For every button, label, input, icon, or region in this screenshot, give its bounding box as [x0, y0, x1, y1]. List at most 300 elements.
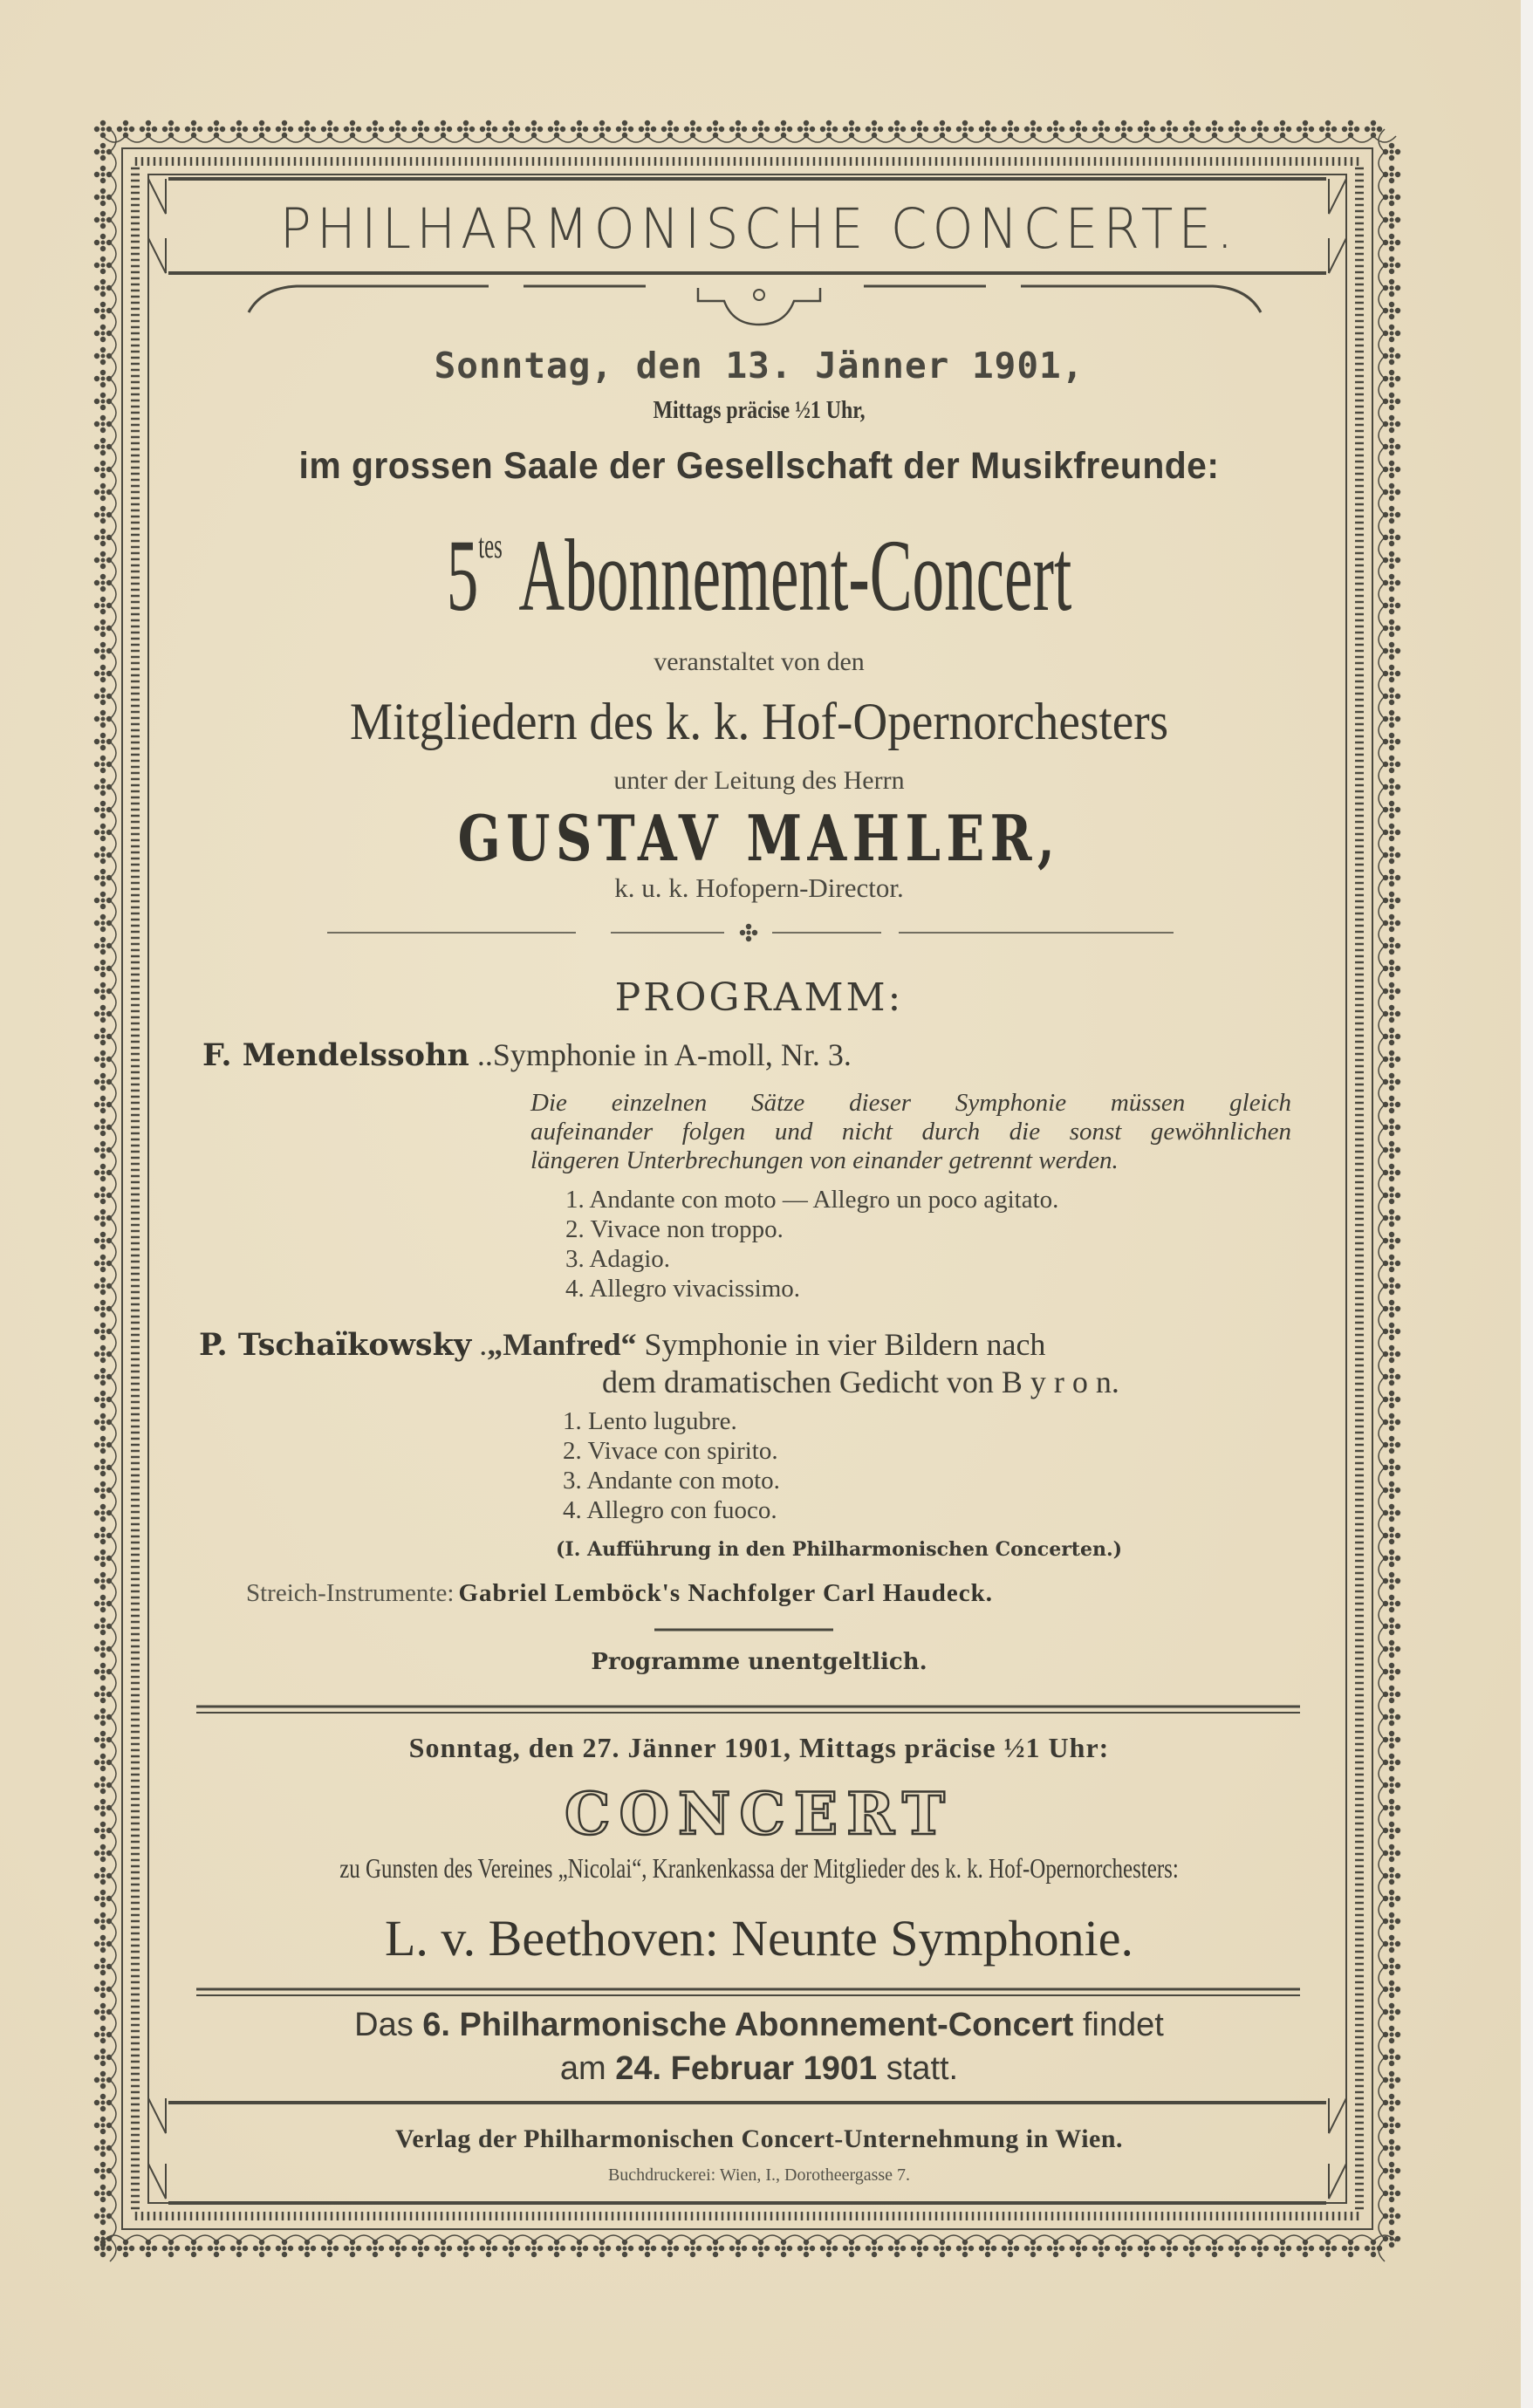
border-cross-icon [1228, 2240, 1246, 2257]
border-cross-icon [412, 2240, 429, 2257]
border-cross-icon [480, 2240, 497, 2257]
border-cross-icon [1383, 483, 1400, 501]
border-cross-icon [94, 1005, 112, 1023]
border-cross-icon [94, 914, 112, 932]
border-cross-icon [94, 1504, 112, 1522]
border-cross-icon [94, 1028, 112, 1045]
border-cross-icon [1383, 166, 1400, 183]
concert-number: 5 [446, 518, 479, 633]
border-cross-icon [1383, 2026, 1400, 2043]
border-cross-icon [1297, 120, 1314, 138]
movement-item: 3. Adagio. [565, 1245, 671, 1273]
programme-item-mendelssohn [202, 1036, 852, 1073]
border-cross-icon [1383, 2117, 1400, 2134]
border-cross-icon [435, 120, 452, 138]
border-cross-icon [94, 2049, 112, 2066]
next-concert-beneficiary: zu Gunsten des Vereines „Nicolai“, Krankenkassa der Mitglieder des k. k. Hof-Opernorchesters: [339, 1852, 1179, 1884]
border-cross-icon [1160, 2240, 1178, 2257]
border-cross-icon [94, 1640, 112, 1658]
border-cross-icon [661, 2240, 679, 2257]
border-cross-icon [1383, 1708, 1400, 1726]
border-cross-icon [707, 2240, 724, 2257]
border-cross-icon [298, 2240, 316, 2257]
border-cross-icon [1383, 960, 1400, 977]
border-cross-icon [94, 1686, 112, 1703]
border-cross-icon [94, 1300, 112, 1317]
header-ornament-center [698, 288, 820, 325]
border-cross-icon [1092, 2240, 1110, 2257]
border-cross-icon [1138, 2240, 1155, 2257]
border-cross-icon [94, 1890, 112, 1907]
border-cross-icon [94, 982, 112, 1000]
border-cross-icon [934, 120, 951, 138]
border-cross-icon [639, 120, 656, 138]
border-cross-icon [94, 778, 112, 796]
border-cross-icon [94, 1776, 112, 1794]
border-cross-icon [752, 2240, 770, 2257]
border-cross-icon [1383, 1980, 1400, 1998]
border-cross-icon [1383, 1277, 1400, 1295]
border-cross-icon [1383, 892, 1400, 909]
border-cross-icon [94, 2185, 112, 2202]
border-cross-icon [94, 1391, 112, 1408]
border-cross-icon [94, 415, 112, 433]
border-cross-icon [185, 2240, 202, 2257]
programme-item-tschaikowsky [199, 1326, 1045, 1363]
border-cross-icon [140, 2240, 157, 2257]
border-cross-icon [1115, 2240, 1133, 2257]
border-cross-icon [94, 937, 112, 954]
border-cross-icon [1383, 619, 1400, 637]
border-cross-icon [94, 846, 112, 864]
movement-item: 2. Vivace con spirito. [563, 1437, 778, 1465]
movement-item: 3. Andante con moto. [563, 1467, 780, 1495]
border-cross-icon [979, 2240, 996, 2257]
border-cross-icon [1383, 1436, 1400, 1454]
border-cross-icon [94, 1164, 112, 1181]
border-cross-icon [1251, 2240, 1269, 2257]
border-cross-icon [1251, 120, 1269, 138]
border-cross-icon [503, 2240, 520, 2257]
border-cross-icon [94, 325, 112, 342]
border-cross-icon [1383, 1459, 1400, 1476]
movement-item: 4. Allegro con fuoco. [563, 1496, 777, 1524]
border-cross-icon [593, 2240, 611, 2257]
border-cross-icon [1138, 120, 1155, 138]
border-cross-icon [1383, 1255, 1400, 1272]
border-cross-icon [94, 257, 112, 274]
border-cross-icon [94, 1912, 112, 1930]
concert-date: Sonntag, den 13. Jänner 1901, [434, 345, 1085, 387]
border-cross-icon [389, 2240, 407, 2257]
conductor-name: GUSTAV MAHLER, [457, 801, 1061, 875]
border-cross-icon [1383, 1118, 1400, 1136]
border-cross-icon [94, 869, 112, 886]
border-cross-icon [94, 2094, 112, 2111]
border-cross-icon [94, 1209, 112, 1227]
border-cross-icon [1383, 1958, 1400, 1975]
border-cross-icon [185, 120, 202, 138]
border-cross-icon [94, 1595, 112, 1612]
border-cross-icon [1383, 302, 1400, 319]
border-cross-icon [94, 2162, 112, 2179]
border-cross-icon [684, 2240, 701, 2257]
border-cross-icon [253, 2240, 270, 2257]
border-cross-icon [1383, 1323, 1400, 1340]
movement-list [565, 1185, 1058, 1303]
border-cross-icon [94, 665, 112, 682]
border-cross-icon [1383, 937, 1400, 954]
border-cross-icon [956, 120, 974, 138]
border-cross-icon [1383, 688, 1400, 705]
border-cross-icon [344, 120, 361, 138]
border-cross-icon [298, 120, 316, 138]
border-cross-icon [1024, 2240, 1042, 2257]
border-cross-icon [1383, 1686, 1400, 1703]
border-cross-icon [94, 1663, 112, 1680]
border-cross-icon [94, 1118, 112, 1136]
border-cross-icon [1383, 597, 1400, 614]
border-cross-icon [1383, 2139, 1400, 2157]
border-cross-icon [593, 120, 611, 138]
border-cross-icon [684, 120, 701, 138]
border-cross-icon [1383, 2230, 1400, 2247]
border-cross-icon [1383, 2185, 1400, 2202]
border-cross-icon [752, 120, 770, 138]
free-programme-notice: Programme unentgeltlich. [591, 1649, 927, 1675]
border-cross-icon [94, 892, 112, 909]
border-cross-icon [1383, 1164, 1400, 1181]
border-cross-icon [94, 1527, 112, 1544]
border-cross-icon [94, 2139, 112, 2157]
organized-by: veranstaltet von den [654, 647, 865, 676]
border-cross-icon [94, 1822, 112, 1839]
border-cross-icon [911, 2240, 928, 2257]
border-cross-icon [412, 120, 429, 138]
border-cross-icon [639, 2240, 656, 2257]
border-cross-icon [1383, 1096, 1400, 1113]
border-cross-icon [94, 211, 112, 229]
conductor-title: k. u. k. Hofopern-Director. [614, 872, 904, 903]
border-cross-icon [1383, 143, 1400, 161]
border-cross-icon [1383, 1844, 1400, 1862]
border-cross-icon [1115, 120, 1133, 138]
border-cross-icon [1383, 869, 1400, 886]
movement-item: 1. Andante con moto — Allegro un poco agitato. [565, 1186, 1059, 1214]
border-cross-icon [321, 120, 339, 138]
border-cross-icon [94, 619, 112, 637]
border-cross-icon [1383, 1640, 1400, 1658]
border-cross-icon [843, 120, 860, 138]
border-cross-icon [1274, 120, 1291, 138]
border-cross-icon [1047, 2240, 1064, 2257]
border-cross-icon [1383, 1890, 1400, 1907]
border-cross-icon [571, 120, 588, 138]
border-cross-icon [1383, 1572, 1400, 1590]
announcement-line1 [140, 2007, 1379, 2044]
border-cross-icon [94, 733, 112, 750]
border-cross-icon [1383, 1481, 1400, 1499]
border-cross-icon [1274, 2240, 1291, 2257]
border-cross-icon [94, 960, 112, 977]
border-cross-icon [1383, 846, 1400, 864]
border-cross-icon [888, 2240, 906, 2257]
border-cross-icon [797, 120, 815, 138]
border-cross-icon [140, 120, 157, 138]
border-cross-icon [1002, 120, 1019, 138]
border-cross-icon [94, 166, 112, 183]
next-concert-work: L. v. Beethoven: Neunte Symphonie. [384, 1910, 1134, 1967]
border-cross-icon [1383, 1776, 1400, 1794]
border-cross-icon [571, 2240, 588, 2257]
border-cross-icon [1383, 211, 1400, 229]
border-cross-icon [94, 1232, 112, 1249]
border-cross-icon [230, 2240, 248, 2257]
border-cross-icon [1383, 506, 1400, 523]
border-cross-icon [1297, 2240, 1314, 2257]
border-cross-icon [1383, 1595, 1400, 1612]
border-cross-icon [117, 2240, 134, 2257]
border-cross-icon [1383, 2207, 1400, 2225]
printer-credit: Buchdruckerei: Wien, I., Dorotheergasse 7. [607, 2165, 911, 2185]
border-cross-icon [94, 506, 112, 523]
border-cross-icon [1383, 461, 1400, 478]
work-title: „Manfred“ [487, 1327, 637, 1362]
instruments-label: Streich-Instrumente: [246, 1579, 455, 1607]
concert-venue: im grossen Saale der Gesellschaft der Musikfreunde: [298, 445, 1220, 487]
border-cross-icon [1383, 1867, 1400, 1885]
border-cross-icon [94, 1549, 112, 1567]
concert-number-suffix: tes [478, 526, 503, 565]
border-cross-icon [208, 120, 225, 138]
border-cross-icon [1383, 710, 1400, 728]
border-cross-icon [1383, 574, 1400, 592]
border-cross-icon [775, 120, 792, 138]
border-cross-icon [94, 642, 112, 660]
border-cross-icon [94, 1731, 112, 1748]
border-cross-icon [94, 1187, 112, 1204]
border-cross-icon [888, 120, 906, 138]
border-cross-icon [866, 2240, 883, 2257]
border-cross-icon [661, 120, 679, 138]
border-cross-icon [1383, 982, 1400, 1000]
border-cross-icon [1319, 120, 1337, 138]
announcement-date: 24. Februar 1901 [615, 2050, 878, 2087]
border-cross-icon [1383, 1935, 1400, 1953]
orchestra-name: Mitgliedern des k. k. Hof-Opernorchesters [349, 693, 1169, 750]
border-cross-icon [162, 120, 180, 138]
border-cross-icon [616, 2240, 633, 2257]
border-cross-icon [1383, 415, 1400, 433]
movement-item: 4. Allegro vivacissimo. [565, 1275, 801, 1303]
border-cross-icon [94, 1708, 112, 1726]
border-cross-icon [94, 801, 112, 818]
leader-dots: . [471, 1327, 488, 1362]
border-cross-icon [1383, 1345, 1400, 1363]
border-cross-icon [457, 120, 475, 138]
composer-name: P. Tschaïkowsky [199, 1327, 472, 1363]
border-cross-icon [1383, 1799, 1400, 1816]
note-line: Die einzelnen Sätze dieser Symphonie müssen gleich [530, 1089, 1291, 1117]
border-cross-icon [162, 2240, 180, 2257]
border-cross-icon [1383, 1141, 1400, 1159]
border-cross-icon [1383, 2094, 1400, 2111]
border-cross-icon [934, 2240, 951, 2257]
announcement-suffix: findet [1082, 2007, 1164, 2043]
border-cross-icon [1047, 120, 1064, 138]
border-cross-icon [1342, 2240, 1359, 2257]
border-cross-icon [94, 188, 112, 206]
border-cross-icon [94, 574, 112, 592]
announcement-line2 [140, 2050, 1379, 2088]
border-cross-icon [94, 2003, 112, 2021]
border-cross-icon [94, 1958, 112, 1975]
border-cross-icon [1319, 2240, 1337, 2257]
border-cross-icon [94, 234, 112, 251]
border-cross-icon [1383, 1028, 1400, 1045]
border-cross-icon [548, 120, 565, 138]
border-cross-icon [866, 120, 883, 138]
border-cross-icon [457, 2240, 475, 2257]
border-cross-icon [94, 370, 112, 387]
border-cross-icon [1383, 2049, 1400, 2066]
border-cross-icon [1160, 120, 1178, 138]
border-cross-icon [1383, 1527, 1400, 1544]
border-cross-icon [1383, 733, 1400, 750]
border-cross-icon [843, 2240, 860, 2257]
border-cross-icon [94, 2026, 112, 2043]
border-cross-icon [1383, 1050, 1400, 1068]
border-cross-icon [94, 279, 112, 297]
border-cross-icon [820, 120, 838, 138]
border-cross-icon [1383, 756, 1400, 773]
border-cross-icon [1383, 2003, 1400, 2021]
border-cross-icon [1383, 1187, 1400, 1204]
border-cross-icon [253, 120, 270, 138]
border-cross-icon [1002, 2240, 1019, 2257]
border-cross-icon [820, 2240, 838, 2257]
border-cross-icon [94, 2071, 112, 2089]
announcement-line2-prefix: am [559, 2050, 606, 2087]
border-cross-icon [1383, 393, 1400, 410]
border-cross-icon [1383, 188, 1400, 206]
border-cross-icon [1383, 234, 1400, 251]
movement-list [563, 1406, 780, 1525]
border-cross-icon [276, 2240, 293, 2257]
border-cross-icon [729, 120, 747, 138]
border-cross-icon [775, 2240, 792, 2257]
border-cross-icon [94, 1867, 112, 1885]
border-cross-icon [208, 2240, 225, 2257]
border-cross-icon [1383, 1232, 1400, 1249]
border-cross-icon [94, 1799, 112, 1816]
publisher-credit: Verlag der Philharmonischen Concert-Unternehmung in Wien. [394, 2124, 1124, 2153]
border-cross-icon [1024, 120, 1042, 138]
border-cross-icon [956, 2240, 974, 2257]
border-cross-icon [1383, 1391, 1400, 1408]
conductor-intro: unter der Leitung des Herrn [613, 766, 905, 795]
border-cross-icon [548, 2240, 565, 2257]
work-title: Symphonie in A-moll, Nr. 3. [492, 1037, 852, 1072]
border-cross-icon [94, 393, 112, 410]
movement-item: 1. Lento lugubre. [563, 1407, 737, 1435]
border-cross-icon [1383, 2071, 1400, 2089]
border-cross-icon [1383, 279, 1400, 297]
header-ornament-curve [249, 286, 1261, 312]
border-cross-icon [1206, 120, 1223, 138]
border-cross-icon [94, 1096, 112, 1113]
border-cross-icon [525, 2240, 543, 2257]
border-cross-icon [366, 120, 384, 138]
border-cross-icon [1383, 1731, 1400, 1748]
note-line: längeren Unterbrechungen von einander getrennt werden. [530, 1146, 1119, 1174]
border-cross-icon [1383, 1549, 1400, 1567]
border-cross-icon [94, 438, 112, 455]
border-cross-icon [94, 1323, 112, 1340]
border-cross-icon [729, 2240, 747, 2257]
premiere-note: (I. Aufführung in den Philharmonischen Concerten.) [556, 1538, 1123, 1561]
border-cross-icon [1383, 257, 1400, 274]
border-cross-icon [94, 824, 112, 841]
border-cross-icon [94, 1413, 112, 1431]
next-concert-title: CONCERT [565, 1780, 954, 1848]
next-concert-date: Sonntag, den 27. Jänner 1901, Mittags präcise ½1 Uhr: [408, 1732, 1110, 1763]
border-cross-icon [979, 120, 996, 138]
border-cross-icon [1383, 801, 1400, 818]
border-cross-icon [1383, 914, 1400, 932]
concert-heading [375, 516, 1143, 635]
concert-name: Abonnement-Concert [518, 518, 1072, 633]
border-cross-icon [525, 120, 543, 138]
border-cross-icon [94, 461, 112, 478]
border-cross-icon [503, 120, 520, 138]
border-cross-icon [1092, 120, 1110, 138]
border-cross-icon [1383, 347, 1400, 365]
border-cross-icon [94, 1277, 112, 1295]
border-cross-icon [1228, 120, 1246, 138]
border-cross-icon [94, 1980, 112, 1998]
border-cross-icon [94, 1436, 112, 1454]
announcement-prefix: Das [354, 2007, 414, 2043]
border-cross-icon [797, 2240, 815, 2257]
border-cross-icon [94, 1935, 112, 1953]
composer-name: F. Mendelssohn [202, 1037, 469, 1073]
border-cross-icon [1383, 2162, 1400, 2179]
border-cross-icon [1383, 1209, 1400, 1227]
border-cross-icon [94, 2207, 112, 2225]
border-cross-icon [94, 120, 112, 138]
border-cross-icon [1383, 1754, 1400, 1771]
border-cross-icon [1070, 2240, 1087, 2257]
border-cross-icon [1383, 551, 1400, 569]
movement-item: 2. Vivace non troppo. [565, 1215, 784, 1243]
border-cross-icon [94, 1572, 112, 1590]
border-cross-icon [1383, 1663, 1400, 1680]
border-cross-icon [94, 551, 112, 569]
border-cross-icon [1383, 325, 1400, 342]
border-cross-icon [94, 347, 112, 365]
border-cross-icon [911, 120, 928, 138]
announcement-highlight: 6. Philharmonische Abonnement-Concert [422, 2007, 1074, 2043]
border-cross-icon [707, 120, 724, 138]
border-cross-icon [1383, 438, 1400, 455]
border-cross-icon [1383, 1073, 1400, 1091]
border-cross-icon [1383, 778, 1400, 796]
border-cross-icon [94, 597, 112, 614]
border-cross-icon [94, 1481, 112, 1499]
announcement-line2-suffix: statt. [886, 2050, 959, 2087]
concert-time: Mittags präcise ½1 Uhr, [653, 397, 866, 424]
